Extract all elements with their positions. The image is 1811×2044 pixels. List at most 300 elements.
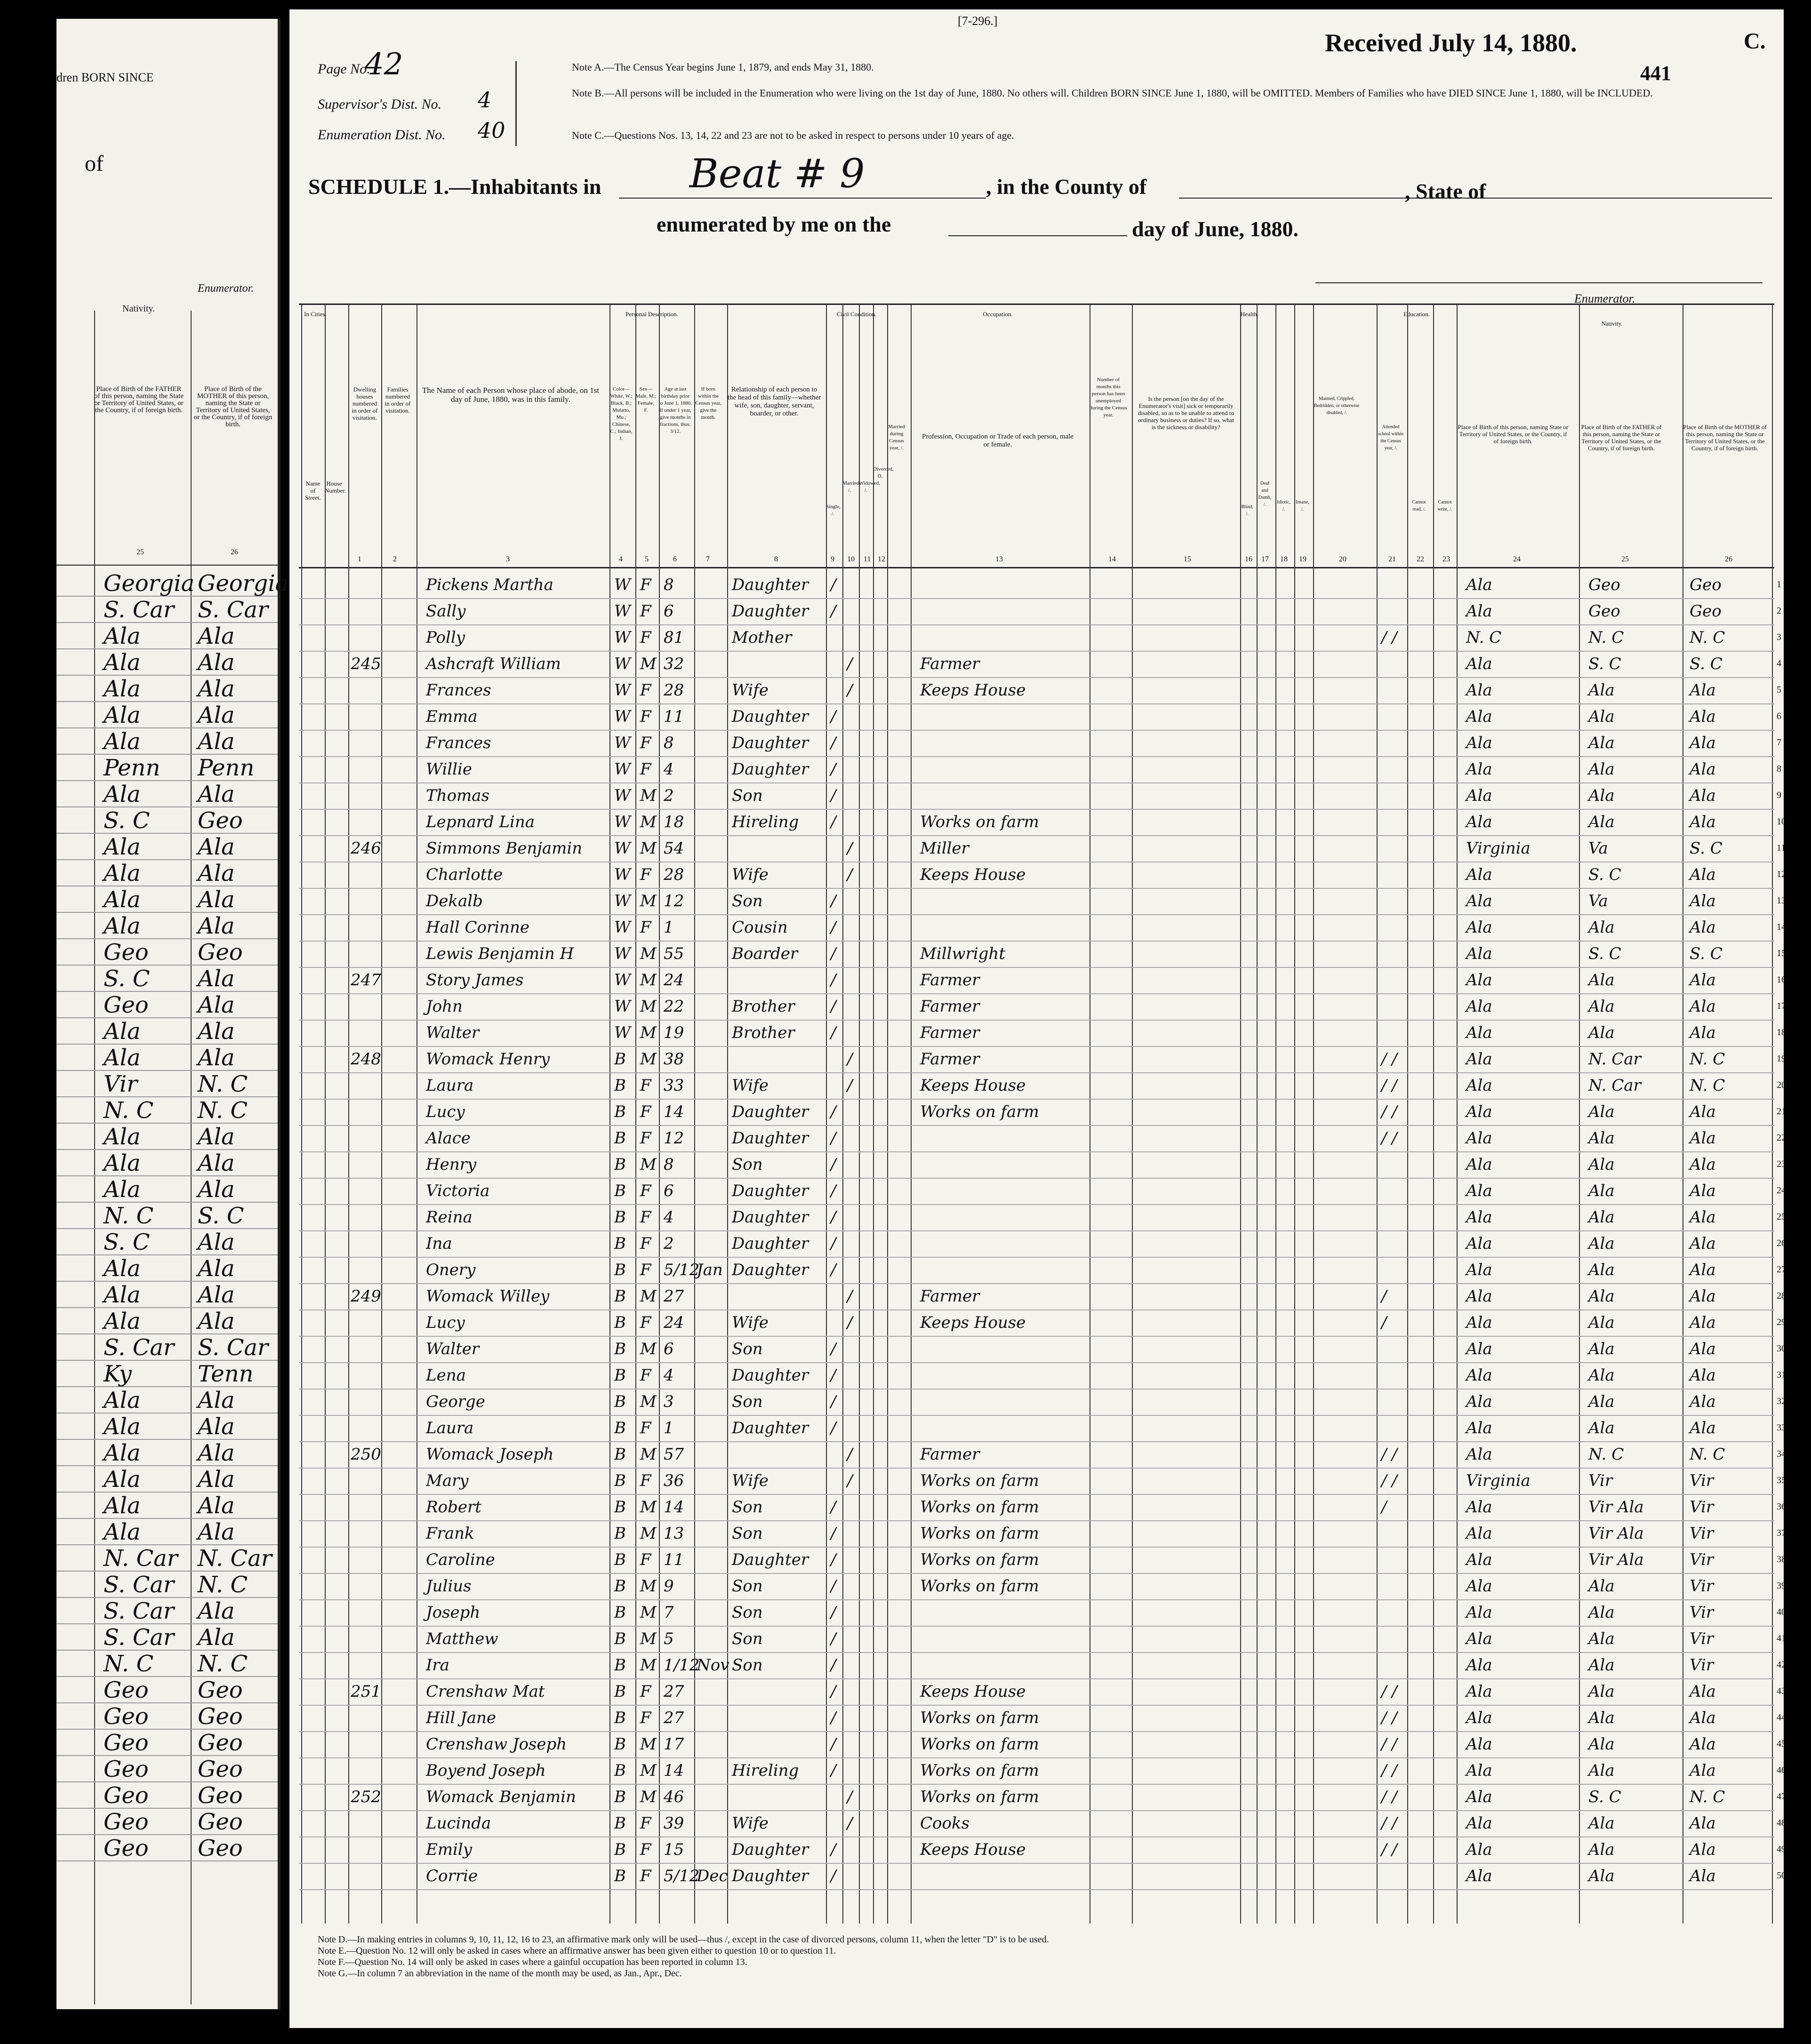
single-mark: / <box>831 575 836 594</box>
color: W <box>614 734 631 752</box>
sex: F <box>640 1550 651 1569</box>
mother-birthplace: Ala <box>1690 1392 1716 1411</box>
color: B <box>614 1867 626 1885</box>
census-row <box>299 1652 1786 1679</box>
line-number: 46 <box>1777 1765 1786 1775</box>
col-nativity: Nativity. <box>1601 320 1623 327</box>
left-row <box>56 754 278 781</box>
column-number: 12 <box>878 555 885 563</box>
line-number: 31 <box>1777 1370 1786 1380</box>
person-name: Hill Jane <box>426 1709 496 1727</box>
single-mark: / <box>831 786 836 805</box>
col-birth-father: Place of Birth of the FATHER of this person, naming the State or Territory of United States, or the Country, if of foreign birth. <box>1581 423 1662 452</box>
married-mark: / <box>847 1445 853 1464</box>
column-number: 11 <box>864 555 871 563</box>
person-name: Simmons Benjamin <box>426 839 583 858</box>
color: B <box>614 1761 626 1780</box>
census-row <box>299 1863 1786 1890</box>
education-marks: / / <box>1381 1761 1397 1780</box>
mother-birthplace: N. C <box>1690 1788 1725 1806</box>
sex: F <box>640 575 651 594</box>
occupation: Works on farm <box>920 1788 1039 1806</box>
left-father-birth: S. C <box>104 807 150 834</box>
census-row <box>299 1494 1786 1521</box>
single-mark: / <box>831 1102 836 1121</box>
left-mother-birth: Ala <box>198 1124 235 1150</box>
education-marks: / / <box>1381 1735 1397 1754</box>
person-name: Story James <box>426 971 524 990</box>
col-family: Families numbered in order of visitation. <box>385 386 411 414</box>
left-mother-birth: Geo <box>198 1782 243 1809</box>
occupation: Works on farm <box>920 1471 1039 1490</box>
person-name: Dekalb <box>426 892 483 910</box>
mother-birthplace: S. C <box>1690 944 1723 963</box>
occupation: Farmer <box>920 971 980 990</box>
color: W <box>614 971 631 990</box>
birthplace: Ala <box>1466 1234 1492 1253</box>
left-row <box>56 886 278 913</box>
page-stamp: 441 <box>1640 62 1671 85</box>
sex: M <box>640 786 657 805</box>
age: 5/12 <box>664 1261 700 1279</box>
married-mark: / <box>847 1471 853 1490</box>
sex: M <box>640 971 657 990</box>
birthplace: Ala <box>1466 1524 1492 1543</box>
birthplace: Ala <box>1466 1629 1492 1648</box>
dwelling-number: 246 <box>351 839 381 858</box>
column-number: 19 <box>1299 555 1306 563</box>
color: B <box>614 1102 626 1121</box>
column-number: 4 <box>619 555 623 563</box>
birthplace: Ala <box>1466 1682 1492 1701</box>
age: 12 <box>664 892 684 910</box>
sex: M <box>640 839 657 858</box>
left-mother-birth: N. C <box>198 1572 248 1598</box>
sex: M <box>640 1524 657 1543</box>
left-father-birth: Ala <box>104 886 141 913</box>
person-name: Alace <box>426 1129 471 1148</box>
left-row <box>56 991 278 1018</box>
relationship: Hireling <box>732 1761 799 1780</box>
dwelling-number: 247 <box>351 971 381 990</box>
education-marks: / / <box>1381 628 1397 647</box>
mother-birthplace: Ala <box>1690 1155 1716 1174</box>
sex: M <box>640 1392 657 1411</box>
left-col25-num: 25 <box>136 548 144 556</box>
col-dwelling: Dwelling houses numbered in order of visitation. <box>352 386 378 421</box>
single-mark: / <box>831 1840 836 1859</box>
left-mother-birth: Ala <box>198 1308 235 1334</box>
mother-birthplace: Ala <box>1690 1867 1716 1885</box>
education-marks: / <box>1381 1287 1387 1306</box>
father-birthplace: N. C <box>1588 1445 1624 1464</box>
relationship: Hireling <box>732 813 799 831</box>
column-number: 5 <box>645 555 649 563</box>
single-mark: / <box>831 944 836 963</box>
page-no-label: Page No. <box>318 61 370 77</box>
mother-birthplace: Ala <box>1690 1761 1716 1780</box>
birthplace: Ala <box>1466 1155 1492 1174</box>
line-number: 15 <box>1777 948 1786 958</box>
left-row <box>56 727 278 755</box>
education-marks: / / <box>1381 1471 1397 1490</box>
left-mother-birth: Ala <box>198 623 235 649</box>
sex: F <box>640 1208 651 1227</box>
day-label: day of June, 1880. <box>1132 217 1298 241</box>
single-mark: / <box>831 1656 836 1675</box>
occupation: Works on farm <box>920 1761 1039 1780</box>
father-birthplace: Ala <box>1588 1761 1615 1780</box>
line-number: 35 <box>1777 1475 1786 1485</box>
left-mother-birth: Ala <box>198 1387 235 1413</box>
left-mother-birth: N. C <box>198 1097 248 1124</box>
occupation: Farmer <box>920 1287 980 1306</box>
occupation: Keeps House <box>920 1076 1026 1095</box>
left-row <box>56 1360 278 1387</box>
left-mother-birth: Geo <box>198 1677 243 1703</box>
single-mark: / <box>831 1155 836 1174</box>
left-mother-birth: Tenn <box>198 1361 254 1387</box>
occupation: Millwright <box>920 944 1005 963</box>
line-number: 17 <box>1777 1001 1786 1011</box>
age: 57 <box>664 1445 684 1464</box>
education-marks: / <box>1381 1498 1387 1517</box>
relationship: Daughter <box>732 1840 809 1859</box>
single-mark: / <box>831 1498 836 1517</box>
form-number: [7-296.] <box>958 14 998 28</box>
census-row <box>299 967 1786 994</box>
census-row <box>299 1573 1786 1600</box>
col-widowed: Widowed, /. <box>859 480 881 493</box>
age: 11 <box>664 1550 684 1569</box>
header-brace <box>515 61 517 146</box>
sex: M <box>640 1155 657 1174</box>
census-row <box>299 1046 1786 1073</box>
relationship: Son <box>732 1392 763 1411</box>
color: B <box>614 1577 626 1596</box>
age: 4 <box>664 760 674 779</box>
single-mark: / <box>831 1129 836 1148</box>
left-mother-birth: Ala <box>198 913 235 939</box>
color: W <box>614 681 631 700</box>
line-number: 32 <box>1777 1396 1786 1406</box>
single-mark: / <box>831 1261 836 1279</box>
education-marks: / / <box>1381 1682 1397 1701</box>
person-name: Ina <box>426 1234 452 1253</box>
column-number: 17 <box>1261 555 1269 563</box>
left-mother-birth: Ala <box>198 1466 235 1493</box>
married-mark: / <box>847 865 853 884</box>
left-row <box>56 622 278 649</box>
person-name: Crenshaw Mat <box>426 1682 545 1701</box>
left-mother-birth: Geo <box>198 1703 243 1730</box>
census-row <box>299 677 1781 704</box>
left-father-birth: Ala <box>104 1493 141 1519</box>
line-number: 3 <box>1777 632 1781 642</box>
line-number: 20 <box>1777 1080 1786 1090</box>
note-c: Note C.—Questions Nos. 13, 14, 22 and 23 are not to be asked in respect to persons under 10 years of age. <box>572 129 1014 141</box>
sex: M <box>640 1498 657 1517</box>
left-row <box>56 701 278 728</box>
state-line <box>1508 198 1772 199</box>
column-number: 21 <box>1388 555 1396 563</box>
census-row <box>299 703 1781 731</box>
left-father-birth: Penn <box>104 755 160 781</box>
left-mother-birth: Geo <box>198 939 243 966</box>
relationship: Son <box>732 1498 763 1517</box>
census-row <box>299 651 1781 678</box>
father-birthplace: Ala <box>1588 734 1615 752</box>
single-mark: / <box>831 1550 836 1569</box>
color: B <box>614 1840 626 1859</box>
left-row <box>56 1465 278 1493</box>
line-number: 9 <box>1777 790 1781 800</box>
relationship: Son <box>732 892 763 910</box>
sex: F <box>640 1419 651 1437</box>
line-number: 19 <box>1777 1054 1786 1064</box>
occupation: Works on farm <box>920 1735 1039 1754</box>
dwelling-number: 249 <box>351 1287 381 1306</box>
left-mother-birth: Ala <box>198 1440 235 1466</box>
relationship: Wife <box>732 681 769 700</box>
col-cannot-write: Cannot write, /. <box>1437 500 1452 512</box>
left-row <box>56 1439 278 1466</box>
person-name: Corrie <box>426 1867 478 1885</box>
age: 8 <box>664 575 674 594</box>
occupation: Works on farm <box>920 1550 1039 1569</box>
note-f: Note F.—Question No. 14 will only be asked in cases where a gainful occupation has been reported in column 13. <box>318 1957 747 1967</box>
col-single: Single, /. <box>826 504 841 517</box>
birthplace: Ala <box>1466 1419 1492 1437</box>
birthplace: Ala <box>1466 892 1492 910</box>
left-row <box>56 1202 278 1229</box>
dwelling-number: 252 <box>351 1788 381 1806</box>
color: B <box>614 1629 626 1648</box>
line-number: 41 <box>1777 1633 1786 1644</box>
line-number: 34 <box>1777 1449 1786 1459</box>
color: W <box>614 892 631 910</box>
left-father-birth: Ala <box>104 1176 141 1203</box>
mother-birthplace: Vir <box>1690 1656 1714 1675</box>
person-name: George <box>426 1392 485 1411</box>
relationship: Son <box>732 1524 763 1543</box>
person-name: Emily <box>426 1840 473 1859</box>
mother-birthplace: Vir <box>1690 1629 1714 1648</box>
left-father-birth: Ala <box>104 1519 141 1545</box>
col-civil: Civil Condition. <box>836 311 877 318</box>
left-row <box>56 1017 278 1045</box>
left-row <box>56 1808 278 1835</box>
left-father-birth: N. Car <box>104 1545 178 1572</box>
person-name: Laura <box>426 1419 474 1437</box>
birthplace: Ala <box>1466 997 1492 1016</box>
color: W <box>614 839 631 858</box>
column-number: 14 <box>1108 555 1116 563</box>
birthplace: Ala <box>1466 1788 1492 1806</box>
relationship: Daughter <box>732 1182 809 1200</box>
left-mother-birth: Ala <box>198 1150 235 1176</box>
line-number: 49 <box>1777 1844 1786 1854</box>
birthplace: Ala <box>1466 1340 1492 1358</box>
relationship: Cousin <box>732 918 788 937</box>
col-deaf: Deaf and Dumb, /. <box>1258 481 1272 507</box>
census-row <box>299 1784 1786 1811</box>
left-mother-birth: N. C <box>198 1071 248 1097</box>
relationship: Daughter <box>732 1208 809 1227</box>
age: 27 <box>664 1682 684 1701</box>
relationship: Daughter <box>732 575 809 594</box>
line-number: 42 <box>1777 1660 1786 1670</box>
line-number: 14 <box>1777 922 1786 932</box>
left-father-birth: Geo <box>104 1703 149 1730</box>
color: B <box>614 1313 626 1332</box>
line-number: 8 <box>1777 764 1781 774</box>
left-col26-num: 26 <box>231 548 238 556</box>
father-birthplace: Ala <box>1588 1840 1615 1859</box>
mother-birthplace: Vir <box>1690 1550 1714 1569</box>
column-number: 10 <box>847 555 855 563</box>
col-in-cities: In Cities. <box>304 311 327 318</box>
col-occupation: Occupation. <box>983 311 1013 318</box>
left-father-birth: Ala <box>104 1387 141 1413</box>
sex: F <box>640 1261 651 1279</box>
father-birthplace: S. C <box>1588 655 1621 673</box>
color: B <box>614 1129 626 1148</box>
age: 11 <box>664 707 684 726</box>
birthplace: Ala <box>1466 1709 1492 1727</box>
county-label: , in the County of <box>986 175 1147 199</box>
father-birthplace: Ala <box>1588 1419 1615 1437</box>
occupation: Keeps House <box>920 1840 1026 1859</box>
table-top-rule <box>299 303 1774 305</box>
census-row <box>299 1731 1786 1758</box>
mother-birthplace: Vir <box>1690 1524 1714 1543</box>
supervisor-label: Supervisor's Dist. No. <box>318 96 442 112</box>
line-number: 37 <box>1777 1528 1786 1538</box>
line-number: 11 <box>1777 843 1786 853</box>
note-a: Note A.—The Census Year begins June 1, 1879, and ends May 31, 1880. <box>572 61 874 73</box>
sex: M <box>640 655 657 673</box>
left-row <box>56 1413 278 1440</box>
sex: F <box>640 760 651 779</box>
left-father-birth: Ala <box>104 1413 141 1440</box>
married-mark: / <box>847 839 853 858</box>
person-name: Charlotte <box>426 865 503 884</box>
birthplace: Ala <box>1466 1366 1492 1385</box>
left-page-of-label: of <box>85 151 104 176</box>
person-name: Womack Benjamin <box>426 1788 576 1806</box>
age: 55 <box>664 944 684 963</box>
person-name: Laura <box>426 1076 474 1095</box>
left-father-birth: Ala <box>104 728 141 755</box>
relationship: Daughter <box>732 1234 809 1253</box>
left-mother-birth: Ala <box>198 1282 235 1308</box>
supervisor-value: 4 <box>478 87 492 112</box>
relationship: Daughter <box>732 1102 809 1121</box>
relationship: Daughter <box>732 1867 809 1885</box>
birthplace: N. C <box>1466 628 1502 647</box>
birthplace: Ala <box>1466 1603 1492 1622</box>
col-street: Name of Street. <box>305 480 321 501</box>
column-number: 26 <box>1725 555 1732 563</box>
left-mother-birth: S. C <box>198 1203 244 1229</box>
color: B <box>614 1814 626 1833</box>
census-row <box>299 1336 1786 1363</box>
mother-birthplace: Ala <box>1690 760 1716 779</box>
person-name: Matthew <box>426 1629 498 1648</box>
age: 18 <box>664 813 684 831</box>
single-mark: / <box>831 1182 836 1200</box>
schedule-line <box>619 198 986 199</box>
census-row <box>299 572 1781 599</box>
age: 33 <box>664 1076 684 1095</box>
age: 6 <box>664 1340 674 1358</box>
left-row <box>56 1333 278 1361</box>
relationship: Daughter <box>732 1419 809 1437</box>
birthplace: Ala <box>1466 1313 1492 1332</box>
left-row <box>56 912 278 939</box>
left-row <box>56 1096 278 1124</box>
person-name: Mary <box>426 1471 469 1490</box>
color: W <box>614 786 631 805</box>
left-father-birth: Geo <box>104 992 149 1018</box>
census-row <box>299 1810 1786 1837</box>
left-father-birth: S. Car <box>104 1624 174 1651</box>
mother-birthplace: Geo <box>1690 575 1722 594</box>
left-father-birth: Ala <box>104 1018 141 1045</box>
line-number: 23 <box>1777 1159 1786 1169</box>
relationship: Brother <box>732 997 795 1016</box>
occupation: Works on farm <box>920 1102 1039 1121</box>
person-name: Lewis Benjamin H <box>426 944 574 963</box>
line-number: 16 <box>1777 974 1786 985</box>
person-name: Ira <box>426 1656 449 1675</box>
mother-birthplace: N. C <box>1690 628 1725 647</box>
person-name: Lepnard Lina <box>426 813 535 831</box>
left-mother-birth: Ala <box>198 1229 235 1255</box>
left-mother-birth: Ala <box>198 1018 235 1045</box>
birthplace: Ala <box>1466 1656 1492 1675</box>
father-birthplace: Ala <box>1588 1629 1615 1648</box>
left-father-birth: Geo <box>104 1835 149 1861</box>
age: 13 <box>664 1524 684 1543</box>
mother-birthplace: Ala <box>1690 707 1716 726</box>
column-number: 23 <box>1442 555 1450 563</box>
left-father-birth: Geo <box>104 1809 149 1835</box>
age: 1 <box>664 918 674 937</box>
single-mark: / <box>831 892 836 910</box>
census-row <box>299 1547 1786 1574</box>
father-birthplace: Ala <box>1588 1867 1615 1885</box>
father-birthplace: Ala <box>1588 1287 1615 1306</box>
line-number: 7 <box>1777 737 1781 748</box>
left-row <box>56 1175 278 1203</box>
mother-birthplace: Ala <box>1690 918 1716 937</box>
column-number: 24 <box>1513 555 1521 563</box>
birthplace: Ala <box>1466 971 1492 990</box>
color: B <box>614 1445 626 1464</box>
birthplace: Ala <box>1466 1735 1492 1754</box>
enumeration-value: 40 <box>478 118 505 143</box>
col-married-year: Married during Census year, /. <box>888 424 905 451</box>
note-d: Note D.—In making entries in columns 9, 10, 11, 12, 16 to 23, an affirmative mark only will be used—thus /, except in the case of divorced persons, column 11, when the letter "D" is to be used. <box>318 1934 1049 1945</box>
color: B <box>614 1656 626 1675</box>
color: W <box>614 944 631 963</box>
birth-month: Nov <box>697 1656 729 1675</box>
census-row <box>299 1020 1786 1047</box>
col-months-unemployed: Number of months this person has been unemployed during the Census year. <box>1090 377 1127 418</box>
father-birthplace: Ala <box>1588 1129 1615 1148</box>
